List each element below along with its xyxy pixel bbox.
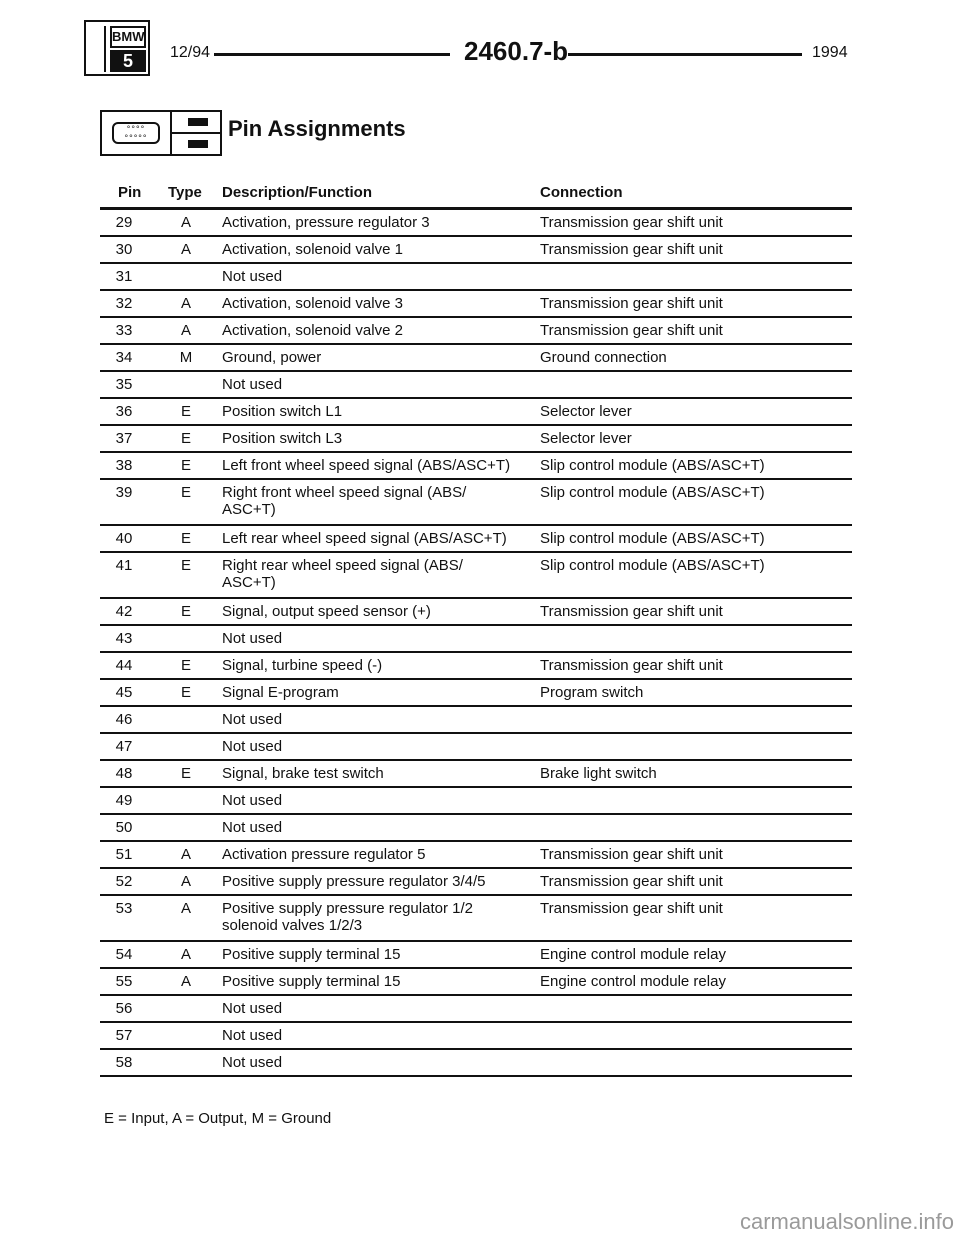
row-type: A xyxy=(180,241,191,258)
row-description: Positive supply pressure regulator 3/4/5 xyxy=(222,873,486,890)
row-description: Not used xyxy=(222,1054,283,1071)
column-header-type: Type xyxy=(168,184,202,201)
row-connection: Slip control module (ABS/ASC+T) xyxy=(540,530,765,547)
connector-pin-icon xyxy=(100,110,224,156)
row-connection: Transmission gear shift unit xyxy=(540,322,723,339)
row-pin: 40 xyxy=(115,530,133,547)
header-rule-right xyxy=(568,53,802,56)
logo-brand-text: BMW xyxy=(110,26,146,48)
watermark: carmanualsonline.info xyxy=(739,1209,954,1234)
row-type: E xyxy=(180,430,191,447)
table-row xyxy=(100,942,852,969)
row-description: Not used xyxy=(222,268,283,285)
row-description: Activation, solenoid valve 1 xyxy=(222,241,403,258)
table-row xyxy=(100,707,852,734)
row-type: E xyxy=(180,557,191,574)
table-row xyxy=(100,453,852,480)
document-number: 2460.7-b xyxy=(464,36,569,66)
row-description: Activation pressure regulator 5 xyxy=(222,846,426,863)
row-description: Positive supply terminal 15 xyxy=(222,973,401,990)
row-connection: Engine control module relay xyxy=(540,973,726,990)
row-pin: 50 xyxy=(115,819,133,836)
row-type: E xyxy=(180,457,191,474)
section-title: Pin Assignments xyxy=(228,116,406,141)
row-type: E xyxy=(180,684,191,701)
table-row xyxy=(100,896,852,942)
row-pin: 42 xyxy=(115,603,133,620)
row-description: Positive supply pressure regulator 1/2 solenoid valves 1/2/3 xyxy=(222,900,473,934)
row-pin: 58 xyxy=(115,1054,133,1071)
row-connection: Transmission gear shift unit xyxy=(540,241,723,258)
row-type: A xyxy=(180,946,191,963)
row-pin: 54 xyxy=(115,946,133,963)
row-pin: 44 xyxy=(115,657,133,674)
table-row xyxy=(100,599,852,626)
table-row xyxy=(100,734,852,761)
row-pin: 53 xyxy=(115,900,133,917)
row-type: E xyxy=(180,530,191,547)
table-row xyxy=(100,788,852,815)
table-row xyxy=(100,969,852,996)
row-description: Not used xyxy=(222,1027,283,1044)
table-row xyxy=(100,372,852,399)
row-connection: Slip control module (ABS/ASC+T) xyxy=(540,457,765,474)
row-type: E xyxy=(180,657,191,674)
row-type: A xyxy=(180,322,191,339)
row-description: Not used xyxy=(222,792,283,809)
page-header xyxy=(84,20,852,80)
row-connection: Selector lever xyxy=(540,403,632,420)
row-connection: Transmission gear shift unit xyxy=(540,214,723,231)
row-pin: 29 xyxy=(115,214,133,231)
table-row xyxy=(100,761,852,788)
row-type: A xyxy=(180,900,191,917)
row-type: A xyxy=(180,846,191,863)
row-pin: 43 xyxy=(115,630,133,647)
row-connection: Transmission gear shift unit xyxy=(540,873,723,890)
header-rule-left xyxy=(214,53,450,56)
table-row xyxy=(100,815,852,842)
table-row xyxy=(100,291,852,318)
row-connection: Transmission gear shift unit xyxy=(540,603,723,620)
row-type: E xyxy=(180,403,191,420)
row-description: Not used xyxy=(222,376,283,393)
table-row xyxy=(100,1023,852,1050)
row-type: A xyxy=(180,973,191,990)
row-description: Not used xyxy=(222,630,283,647)
row-connection: Selector lever xyxy=(540,430,632,447)
row-pin: 46 xyxy=(115,711,133,728)
row-description: Position switch L3 xyxy=(222,430,343,447)
row-pin: 38 xyxy=(115,457,133,474)
table-row xyxy=(100,653,852,680)
row-connection: Ground connection xyxy=(540,349,667,366)
row-description: Right front wheel speed signal (ABS/ ASC+T) xyxy=(222,484,467,518)
row-pin: 56 xyxy=(115,1000,133,1017)
table-row xyxy=(100,480,852,526)
row-description: Not used xyxy=(222,738,283,755)
row-pin: 30 xyxy=(115,241,133,258)
row-type: E xyxy=(180,603,191,620)
row-pin: 39 xyxy=(115,484,133,501)
row-description: Signal, turbine speed (-) xyxy=(222,657,383,674)
row-type: M xyxy=(179,349,193,366)
row-connection: Brake light switch xyxy=(540,765,657,782)
pin-direction-icon xyxy=(170,110,222,156)
pin-arrow-icon xyxy=(188,118,208,126)
table-row xyxy=(100,842,852,869)
table-row xyxy=(100,869,852,896)
connector-icon xyxy=(100,110,172,156)
row-connection: Program switch xyxy=(540,684,644,701)
bmw-5-series-logo xyxy=(84,20,150,76)
row-description: Signal E-program xyxy=(222,684,339,701)
row-connection: Transmission gear shift unit xyxy=(540,657,723,674)
column-header-connection: Connection xyxy=(540,184,623,201)
row-type: A xyxy=(180,295,191,312)
row-description: Not used xyxy=(222,711,283,728)
table-row xyxy=(100,426,852,453)
table-row xyxy=(100,210,852,237)
row-description: Activation, solenoid valve 2 xyxy=(222,322,403,339)
column-header-description: Description/Function xyxy=(222,184,372,201)
row-description: Activation, solenoid valve 3 xyxy=(222,295,403,312)
pin-assignment-table xyxy=(100,180,852,1077)
row-description: Signal, output speed sensor (+) xyxy=(222,603,431,620)
row-connection: Transmission gear shift unit xyxy=(540,295,723,312)
table-row xyxy=(100,680,852,707)
row-pin: 52 xyxy=(115,873,133,890)
row-pin: 48 xyxy=(115,765,133,782)
row-description: Not used xyxy=(222,1000,283,1017)
row-connection: Transmission gear shift unit xyxy=(540,846,723,863)
table-row xyxy=(100,345,852,372)
row-description: Ground, power xyxy=(222,349,322,366)
row-pin: 32 xyxy=(115,295,133,312)
row-description: Left front wheel speed signal (ABS/ASC+T) xyxy=(222,457,511,474)
table-row xyxy=(100,399,852,426)
row-pin: 36 xyxy=(115,403,133,420)
row-connection: Slip control module (ABS/ASC+T) xyxy=(540,484,765,501)
row-pin: 57 xyxy=(115,1027,133,1044)
row-pin: 33 xyxy=(115,322,133,339)
table-body xyxy=(100,210,852,1077)
header-year: 1994 xyxy=(812,44,848,61)
table-row xyxy=(100,264,852,291)
row-pin: 37 xyxy=(115,430,133,447)
table-header xyxy=(100,180,852,210)
column-header-pin: Pin xyxy=(118,184,142,201)
row-type: A xyxy=(180,873,191,890)
table-row xyxy=(100,996,852,1023)
row-description: Position switch L1 xyxy=(222,403,343,420)
row-connection: Slip control module (ABS/ASC+T) xyxy=(540,557,765,574)
row-pin: 45 xyxy=(115,684,133,701)
row-description: Positive supply terminal 15 xyxy=(222,946,401,963)
row-pin: 31 xyxy=(115,268,133,285)
row-pin: 55 xyxy=(115,973,133,990)
type-legend: E = Input, A = Output, M = Ground xyxy=(104,1110,332,1127)
logo-series-text: 5 xyxy=(110,50,146,72)
table-row xyxy=(100,526,852,553)
row-type: A xyxy=(180,214,191,231)
table-row xyxy=(100,237,852,264)
row-pin: 34 xyxy=(115,349,133,366)
row-connection: Transmission gear shift unit xyxy=(540,900,723,917)
row-description: Signal, brake test switch xyxy=(222,765,384,782)
row-pin: 49 xyxy=(115,792,133,809)
row-pin: 47 xyxy=(115,738,133,755)
row-pin: 35 xyxy=(115,376,133,393)
pin-arrow-icon xyxy=(188,140,208,148)
row-description: Activation, pressure regulator 3 xyxy=(222,214,430,231)
row-pin: 51 xyxy=(115,846,133,863)
row-description: Not used xyxy=(222,819,283,836)
logo-frame-divider xyxy=(90,26,106,72)
table-row xyxy=(100,553,852,599)
row-connection: Engine control module relay xyxy=(540,946,726,963)
row-description: Left rear wheel speed signal (ABS/ASC+T) xyxy=(222,530,507,547)
table-row xyxy=(100,1050,852,1077)
row-description: Right rear wheel speed signal (ABS/ ASC+T) xyxy=(222,557,463,591)
table-row xyxy=(100,318,852,345)
row-type: E xyxy=(180,765,191,782)
connector-plug-icon: °°°° °°°°° xyxy=(112,122,160,144)
header-date: 12/94 xyxy=(170,44,211,61)
row-type: E xyxy=(180,484,191,501)
table-row xyxy=(100,626,852,653)
pin-divider xyxy=(172,132,220,134)
row-pin: 41 xyxy=(115,557,133,574)
